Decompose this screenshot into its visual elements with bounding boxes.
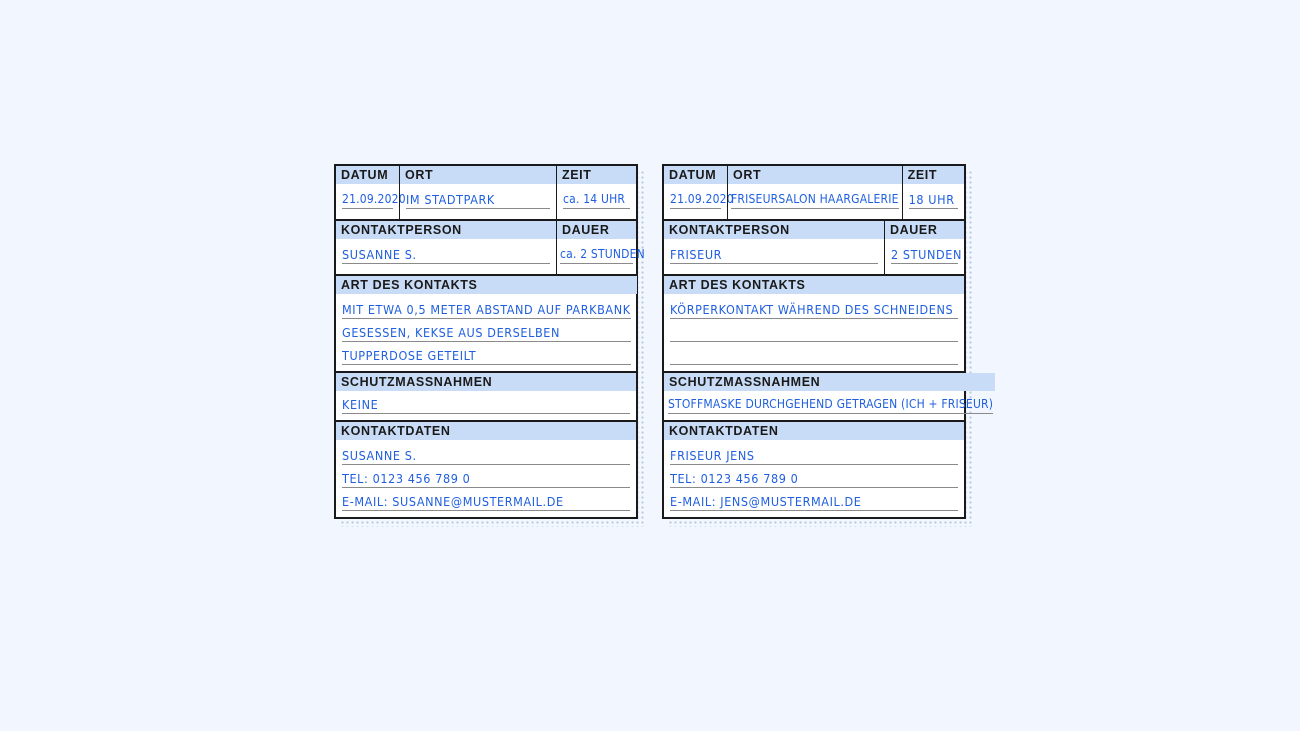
- date-place-time-row: [336, 166, 636, 221]
- kontaktdaten-tel[interactable]: TEL: 0123 456 789 0: [342, 465, 630, 488]
- schutz-row: [336, 373, 636, 422]
- art-cell: [664, 276, 964, 371]
- zeit-value[interactable]: 18 UHR: [909, 186, 958, 209]
- kontaktdaten-tel[interactable]: TEL: 0123 456 789 0: [670, 465, 958, 488]
- datum-value[interactable]: 21.09.2020: [342, 186, 393, 209]
- art-label: ART DES KONTAKTS: [664, 276, 964, 294]
- kontaktdaten-cell: [664, 422, 964, 517]
- schutz-label: SCHUTZMASSNAHMEN: [336, 373, 636, 391]
- datum-label: DATUM: [664, 166, 727, 184]
- schutz-value[interactable]: KEINE: [342, 391, 630, 414]
- datum-cell: [336, 166, 406, 219]
- dauer-value[interactable]: 2 STUNDEN: [891, 241, 958, 264]
- person-duration-row: [664, 221, 964, 276]
- datum-value[interactable]: 21.09.2020: [670, 186, 721, 209]
- zeit-value[interactable]: ca. 14 UHR: [563, 186, 630, 209]
- kontaktdaten-email[interactable]: E-MAIL: JENS@MUSTERMAIL.DE: [670, 488, 958, 511]
- art-cell: [336, 276, 637, 371]
- schutz-row: [664, 373, 994, 422]
- datum-cell: [664, 166, 734, 219]
- zeit-label: ZEIT: [557, 166, 636, 184]
- ort-cell: [727, 166, 902, 219]
- zeit-cell: [556, 166, 636, 219]
- art-line-3[interactable]: TUPPERDOSE GETEILT: [342, 342, 631, 365]
- contact-card-2: [662, 164, 994, 519]
- zeit-label: ZEIT: [903, 166, 964, 184]
- art-row: [336, 276, 636, 373]
- kontaktperson-value[interactable]: SUSANNE S.: [342, 241, 550, 264]
- person-duration-row: [336, 221, 645, 276]
- art-line-1[interactable]: KÖRPERKONTAKT WÄHREND DES SCHNEIDENS: [670, 296, 958, 319]
- dauer-label: DAUER: [885, 221, 964, 239]
- dauer-cell: [556, 221, 645, 274]
- ort-label: ORT: [400, 166, 556, 184]
- ort-cell: [399, 166, 556, 219]
- art-label: ART DES KONTAKTS: [336, 276, 637, 294]
- schutz-cell: [664, 373, 995, 420]
- schutz-value[interactable]: STOFFMASKE DURCHGEHEND GETRAGEN (ICH + FRISEUR): [668, 391, 993, 414]
- ort-value[interactable]: FRISEURSALON HAARGALERIE: [731, 186, 899, 209]
- date-place-time-row: [664, 166, 964, 221]
- kontaktdaten-row: [336, 422, 636, 517]
- kontaktperson-value[interactable]: FRISEUR: [670, 241, 878, 264]
- kontaktperson-label: KONTAKTPERSON: [336, 221, 556, 239]
- kontaktdaten-cell: [336, 422, 636, 517]
- kontaktperson-cell: [336, 221, 556, 274]
- datum-label: DATUM: [336, 166, 399, 184]
- ort-value[interactable]: IM STADTPARK: [406, 186, 550, 209]
- kontaktdaten-name[interactable]: SUSANNE S.: [342, 442, 630, 465]
- art-line-3[interactable]: [670, 342, 958, 365]
- kontaktperson-cell: [664, 221, 884, 274]
- kontaktdaten-email[interactable]: E-MAIL: SUSANNE@MUSTERMAIL.DE: [342, 488, 630, 511]
- art-line-2[interactable]: GESESSEN, KEKSE AUS DERSELBEN: [342, 319, 631, 342]
- kontaktperson-label: KONTAKTPERSON: [664, 221, 884, 239]
- kontaktdaten-row: [664, 422, 964, 517]
- dauer-label: DAUER: [557, 221, 636, 239]
- dauer-value[interactable]: ca. 2 STUNDEN: [560, 241, 633, 264]
- kontaktdaten-label: KONTAKTDATEN: [664, 422, 964, 440]
- kontaktdaten-label: KONTAKTDATEN: [336, 422, 636, 440]
- dauer-cell: [884, 221, 964, 274]
- kontaktdaten-name[interactable]: FRISEUR JENS: [670, 442, 958, 465]
- art-line-1[interactable]: MIT ETWA 0,5 METER ABSTAND AUF PARKBANK: [342, 296, 631, 319]
- art-row: [664, 276, 964, 373]
- zeit-cell: [902, 166, 964, 219]
- art-line-2[interactable]: [670, 319, 958, 342]
- ort-label: ORT: [728, 166, 902, 184]
- schutz-cell: [336, 373, 636, 420]
- contact-card-1: [334, 164, 645, 519]
- schutz-label: SCHUTZMASSNAHMEN: [664, 373, 995, 391]
